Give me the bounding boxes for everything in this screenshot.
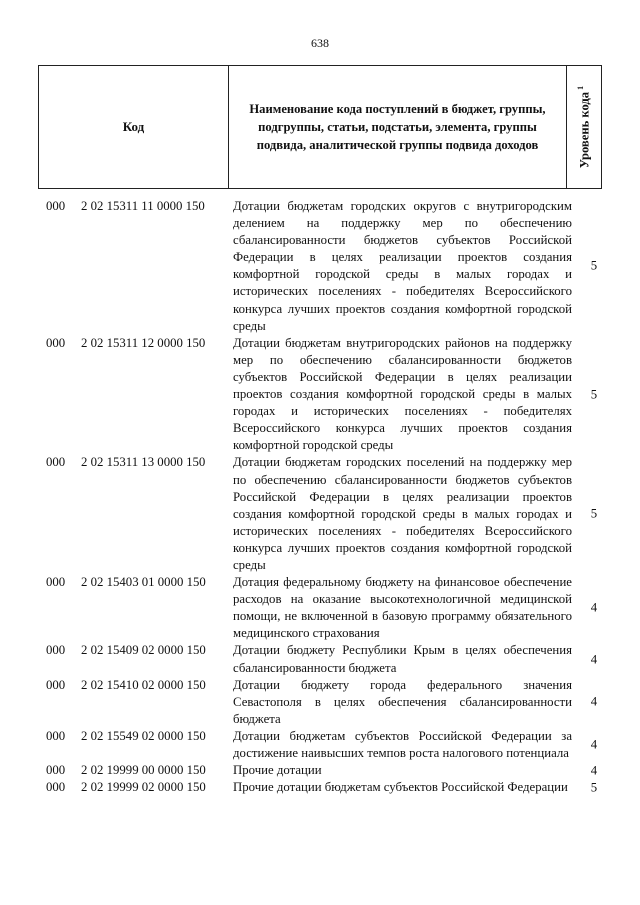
table-row <box>0 198 640 335</box>
header-name: Наименование кода поступлений в бюджет, группы, подгруппы, статьи, подстатьи, элемента, группы подвида, аналитической группы подвида доходов <box>229 66 567 188</box>
revenue-code: 2 02 15549 02 0000 150 <box>81 728 206 743</box>
header-level-footnote: 1 <box>575 85 585 90</box>
page-number: 638 <box>311 36 329 50</box>
admin-code: 000 <box>46 763 66 778</box>
revenue-code: 2 02 15311 13 0000 150 <box>81 455 206 470</box>
revenue-code: 2 02 15311 12 0000 150 <box>81 335 206 350</box>
table-row <box>0 642 640 676</box>
revenue-name: Дотации бюджетам внутригородских районов на поддержку мер по обеспечению сбалансированности бюджетов субъектов Российской Федерации в целях реализации проектов создания комфортной городской среды в малых городах и исторических поселениях - победителях Всероссийского конкурса лучших проектов создания комфортной городской среды <box>233 335 572 453</box>
revenue-name: Дотации бюджетам городских округов с внутригородским делением на поддержку мер по обеспечению сбалансированности бюджетов субъектов Российской Федерации в целях реализации проектов создания комфортной городской среды в малых городах и исторических поселениях - победителях Всероссийского конкурса лучших проектов создания комфортной городской среды <box>233 199 572 333</box>
admin-code: 000 <box>46 677 66 692</box>
code-level: 5 <box>590 780 598 795</box>
revenue-code: 2 02 15311 11 0000 150 <box>81 199 205 213</box>
revenue-name: Дотации бюджету города федерального значения Севастополя в целях обеспечения сбалансированности бюджета <box>233 677 572 726</box>
admin-code: 000 <box>46 199 66 213</box>
admin-code: 000 <box>46 335 66 350</box>
revenue-name: Прочие дотации <box>233 763 322 778</box>
table-row <box>0 779 640 796</box>
admin-code: 000 <box>46 575 66 590</box>
code-level: 5 <box>590 258 598 273</box>
table-body <box>0 198 640 796</box>
code-level: 5 <box>590 387 598 402</box>
code-level: 4 <box>590 694 598 709</box>
revenue-name: Дотации бюджетам городских поселений на поддержку мер по обеспечению сбалансированности бюджетов субъектов Российской Федерации в целях реализации проектов создания комфортной городской среды в малых городах и исторических поселениях - победителях Всероссийского конкурса лучших проектов создания комфортной городской среды <box>233 455 572 572</box>
revenue-code: 2 02 19999 02 0000 150 <box>81 780 206 795</box>
code-level: 5 <box>590 506 598 521</box>
revenue-code: 2 02 19999 00 0000 150 <box>81 763 206 778</box>
revenue-code: 2 02 15410 02 0000 150 <box>81 677 206 692</box>
table-row <box>0 335 640 455</box>
header-code: Код <box>39 66 229 188</box>
admin-code: 000 <box>46 643 66 658</box>
admin-code: 000 <box>46 728 66 743</box>
revenue-name: Прочие дотации бюджетам субъектов Российской Федерации <box>233 780 568 795</box>
header-level-text: Уровень кода <box>577 91 592 169</box>
table-header <box>38 65 602 189</box>
revenue-name: Дотации бюджетам субъектов Российской Федерации за достижение наивысших темпов роста налогового потенциала <box>233 728 572 760</box>
table-row <box>0 574 640 642</box>
table-row <box>0 677 640 728</box>
code-level: 4 <box>590 763 598 778</box>
code-level: 4 <box>590 651 598 666</box>
revenue-code: 2 02 15403 01 0000 150 <box>81 575 206 590</box>
code-level: 4 <box>590 600 598 615</box>
admin-code: 000 <box>46 780 66 795</box>
admin-code: 000 <box>46 455 66 470</box>
table-row <box>0 454 640 574</box>
header-level-label <box>576 86 592 168</box>
revenue-name: Дотация федеральному бюджету на финансовое обеспечение расходов на оказание высокотехнологичной медицинской помощи, не включенной в базовую программу обязательного медицинского страхования <box>233 575 572 641</box>
header-level <box>567 66 601 188</box>
code-level: 4 <box>590 737 598 752</box>
revenue-code: 2 02 15409 02 0000 150 <box>81 643 206 658</box>
table-row <box>0 762 640 779</box>
revenue-name: Дотации бюджету Республики Крым в целях обеспечения сбалансированности бюджета <box>233 643 572 675</box>
table-row <box>0 728 640 762</box>
